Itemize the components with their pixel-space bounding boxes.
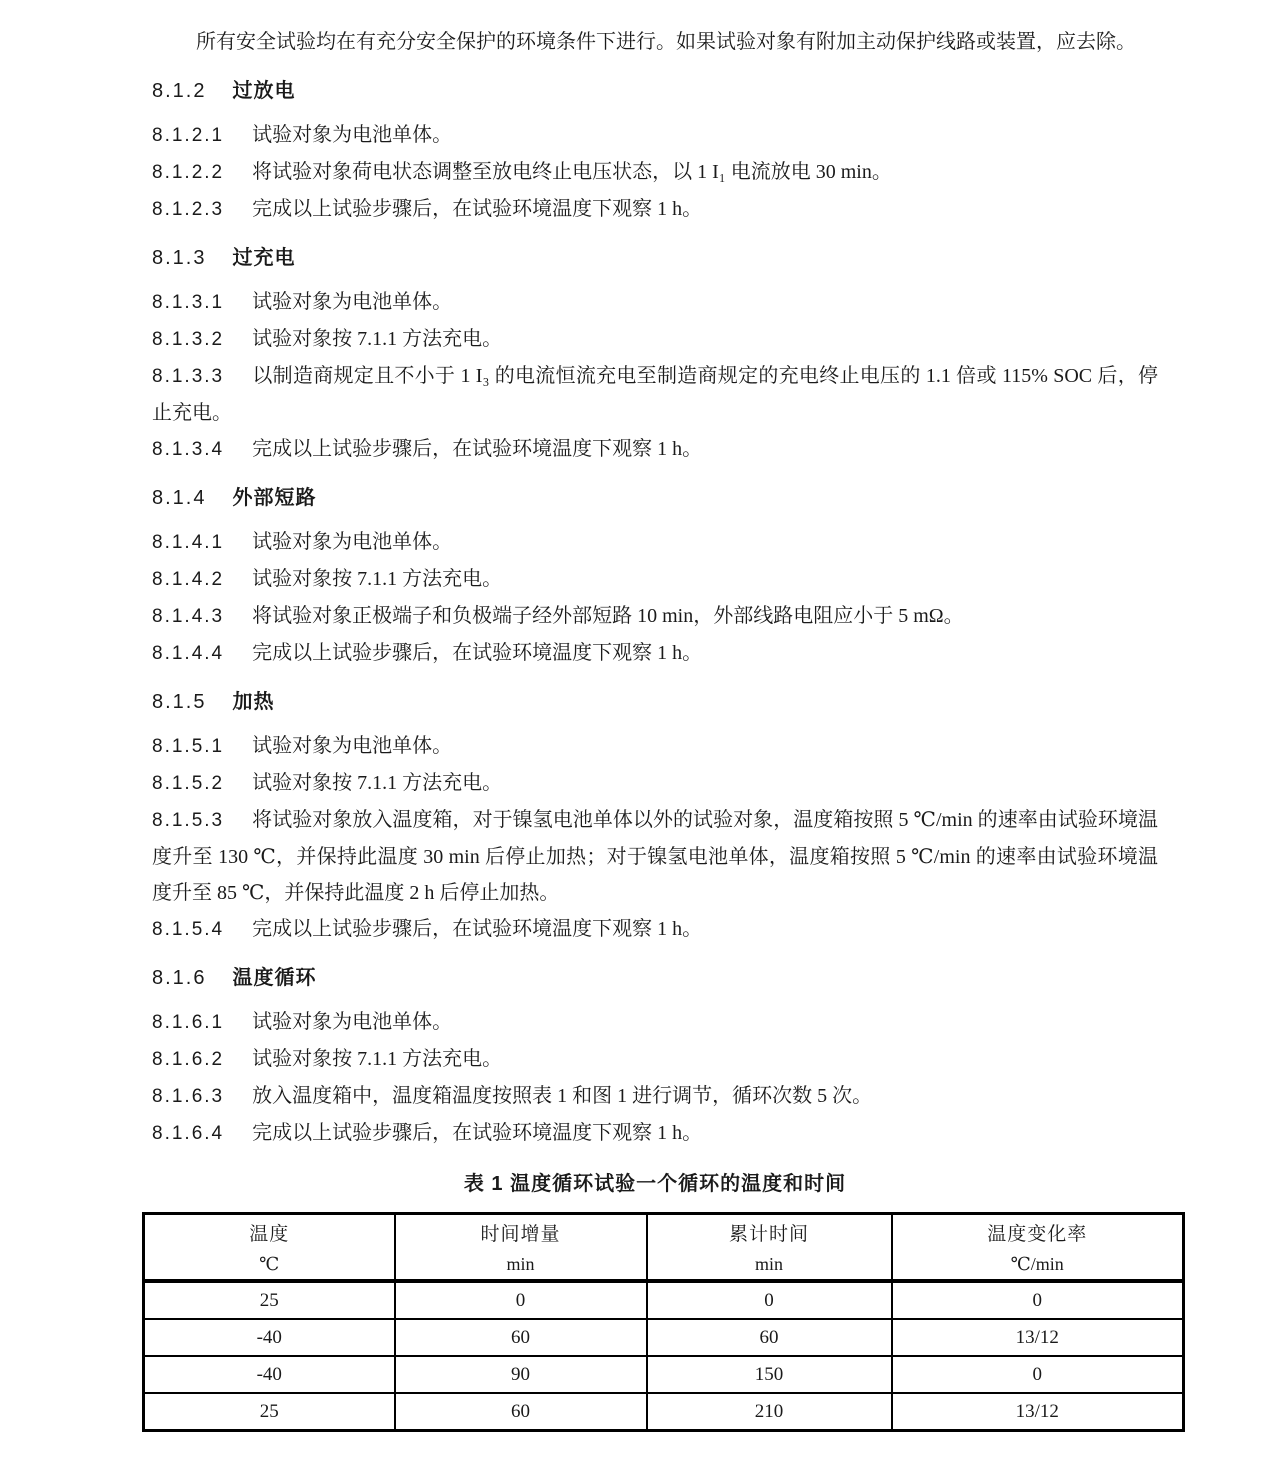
table-cell: 25 xyxy=(144,1281,395,1319)
section-number: 8.1.5 xyxy=(152,691,207,713)
clause xyxy=(152,524,1158,561)
clause-number: 8.1.6.4 xyxy=(152,1123,225,1144)
clause-number: 8.1.4.4 xyxy=(152,643,225,664)
clause xyxy=(152,911,1158,948)
column-header-time-increment xyxy=(395,1214,647,1282)
section-number: 8.1.6 xyxy=(152,967,207,989)
section-heading-8-1-3 xyxy=(152,244,1158,272)
section-title: 外部短路 xyxy=(232,487,317,509)
clause-number: 8.1.6.1 xyxy=(152,1012,225,1033)
column-unit: ℃/min xyxy=(1010,1254,1064,1274)
column-header-temperature-change-rate xyxy=(892,1214,1184,1282)
clause-number: 8.1.4.3 xyxy=(152,606,225,627)
clause-number: 8.1.3.1 xyxy=(152,292,225,313)
clause-number: 8.1.4.2 xyxy=(152,569,225,590)
clause xyxy=(152,1041,1158,1078)
section-number: 8.1.3 xyxy=(152,247,207,269)
column-header-temperature xyxy=(144,1214,395,1282)
clause-number: 8.1.6.3 xyxy=(152,1086,225,1107)
clause-text: 试验对象为电池单体。 xyxy=(252,1011,453,1033)
clause xyxy=(152,802,1158,911)
column-unit: min xyxy=(754,1254,783,1274)
clause-text: 试验对象按 7.1.1 方法充电。 xyxy=(252,328,503,350)
clause-text: 试验对象为电池单体。 xyxy=(252,124,453,146)
table-cell: 25 xyxy=(144,1393,395,1431)
clause-text: 完成以上试验步骤后，在试验环境温度下观察 1 h。 xyxy=(252,438,703,460)
clause-number: 8.1.5.3 xyxy=(152,810,225,831)
clause-text: 试验对象按 7.1.1 方法充电。 xyxy=(252,772,503,794)
clause xyxy=(152,635,1158,672)
table-cell: 0 xyxy=(395,1281,647,1319)
clause xyxy=(152,284,1158,321)
clause xyxy=(152,321,1158,358)
clause-text: 将试验对象放入温度箱，对于镍氢电池单体以外的试验对象，温度箱按照 5 ℃/min 的速率由试验环境温度升至 130 ℃，并保持此温度 30 min 后停止加热；对于镍氢电池单体，温度箱按照 5 ℃/min 的速率由试验环境温度升至 85 ℃，并保持此温度 2 h 后停止加热。 xyxy=(152,809,1158,904)
clause-text: 以制造商规定且不小于 1 I₃ 的电流恒流充电至制造商规定的充电终止电压的 1.1 倍或 115% SOC 后，停止充电。 xyxy=(152,365,1158,424)
clause xyxy=(152,431,1158,468)
table-cell: 13/12 xyxy=(892,1319,1184,1356)
section-heading-8-1-5 xyxy=(152,688,1158,716)
clause-text: 完成以上试验步骤后，在试验环境温度下观察 1 h。 xyxy=(252,1122,703,1144)
table-header-row xyxy=(144,1214,1184,1282)
clause-text: 试验对象按 7.1.1 方法充电。 xyxy=(252,1048,503,1070)
table-cell: 60 xyxy=(395,1319,647,1356)
clause xyxy=(152,728,1158,765)
table-cell: 0 xyxy=(892,1356,1184,1393)
table-row xyxy=(144,1319,1184,1356)
clause-number: 8.1.5.4 xyxy=(152,919,225,940)
clause xyxy=(152,191,1158,228)
column-header-cumulative-time xyxy=(647,1214,892,1282)
clause-text: 将试验对象荷电状态调整至放电终止电压状态，以 1 I₁ 电流放电 30 min。 xyxy=(252,161,892,183)
section-title: 温度循环 xyxy=(232,967,317,989)
clause-number: 8.1.5.2 xyxy=(152,773,225,794)
clause-number: 8.1.4.1 xyxy=(152,532,225,553)
table-cell: 0 xyxy=(892,1281,1184,1319)
column-unit: ℃ xyxy=(259,1254,280,1274)
column-name: 累计时间 xyxy=(728,1224,809,1245)
table-cell: -40 xyxy=(144,1319,395,1356)
clause xyxy=(152,561,1158,598)
table-caption: 表 1 温度循环试验一个循环的温度和时间 xyxy=(463,1173,847,1195)
column-unit: min xyxy=(506,1254,535,1274)
clause-number: 8.1.3.2 xyxy=(152,329,225,350)
clause-number: 8.1.5.1 xyxy=(152,736,225,757)
section-title: 加热 xyxy=(232,691,275,713)
clause-number: 8.1.2.1 xyxy=(152,125,225,146)
column-name: 温度变化率 xyxy=(987,1224,1088,1245)
clause xyxy=(152,765,1158,802)
table-row xyxy=(144,1281,1184,1319)
table-row xyxy=(144,1393,1184,1431)
clause-text: 试验对象为电池单体。 xyxy=(252,291,453,313)
clause-number: 8.1.2.3 xyxy=(152,199,225,220)
clause xyxy=(152,358,1158,431)
clause-text: 试验对象为电池单体。 xyxy=(252,735,453,757)
clause-text: 试验对象为电池单体。 xyxy=(252,531,453,553)
section-heading-8-1-6 xyxy=(152,964,1158,992)
table-cell: 60 xyxy=(395,1393,647,1431)
clause-text: 完成以上试验步骤后，在试验环境温度下观察 1 h。 xyxy=(252,642,703,664)
temperature-cycle-table xyxy=(142,1212,1185,1432)
clause xyxy=(152,598,1158,635)
table-cell: 13/12 xyxy=(892,1393,1184,1431)
intro-paragraph: 所有安全试验均在有充分安全保护的环境条件下进行。如果试验对象有附加主动保护线路或装置，应去除。 xyxy=(196,31,1136,53)
table-cell: 210 xyxy=(647,1393,892,1431)
clause-text: 放入温度箱中，温度箱温度按照表 1 和图 1 进行调节，循环次数 5 次。 xyxy=(252,1085,873,1107)
column-name: 温度 xyxy=(249,1224,290,1245)
clause-number: 8.1.3.3 xyxy=(152,366,225,387)
section-title: 过放电 xyxy=(232,80,296,102)
section-number: 8.1.2 xyxy=(152,80,207,102)
section-title: 过充电 xyxy=(232,247,296,269)
clause-number: 8.1.6.2 xyxy=(152,1049,225,1070)
clause-text: 完成以上试验步骤后，在试验环境温度下观察 1 h。 xyxy=(252,918,703,940)
clause xyxy=(152,1004,1158,1041)
column-name: 时间增量 xyxy=(480,1224,561,1245)
clause-number: 8.1.3.4 xyxy=(152,439,225,460)
clause-text: 完成以上试验步骤后，在试验环境温度下观察 1 h。 xyxy=(252,198,703,220)
section-heading-8-1-4 xyxy=(152,484,1158,512)
table-cell: 60 xyxy=(647,1319,892,1356)
section-number: 8.1.4 xyxy=(152,487,207,509)
clause-number: 8.1.2.2 xyxy=(152,162,225,183)
clause xyxy=(152,1115,1158,1152)
table-cell: 150 xyxy=(647,1356,892,1393)
clause xyxy=(152,117,1158,154)
clause xyxy=(152,1078,1158,1115)
clause-text: 试验对象按 7.1.1 方法充电。 xyxy=(252,568,503,590)
table-row xyxy=(144,1356,1184,1393)
clause xyxy=(152,154,1158,191)
table-cell: 90 xyxy=(395,1356,647,1393)
clause-text: 将试验对象正极端子和负极端子经外部短路 10 min，外部线路电阻应小于 5 mΩ。 xyxy=(252,605,964,627)
table-cell: 0 xyxy=(647,1281,892,1319)
section-heading-8-1-2 xyxy=(152,77,1158,105)
table-cell: -40 xyxy=(144,1356,395,1393)
